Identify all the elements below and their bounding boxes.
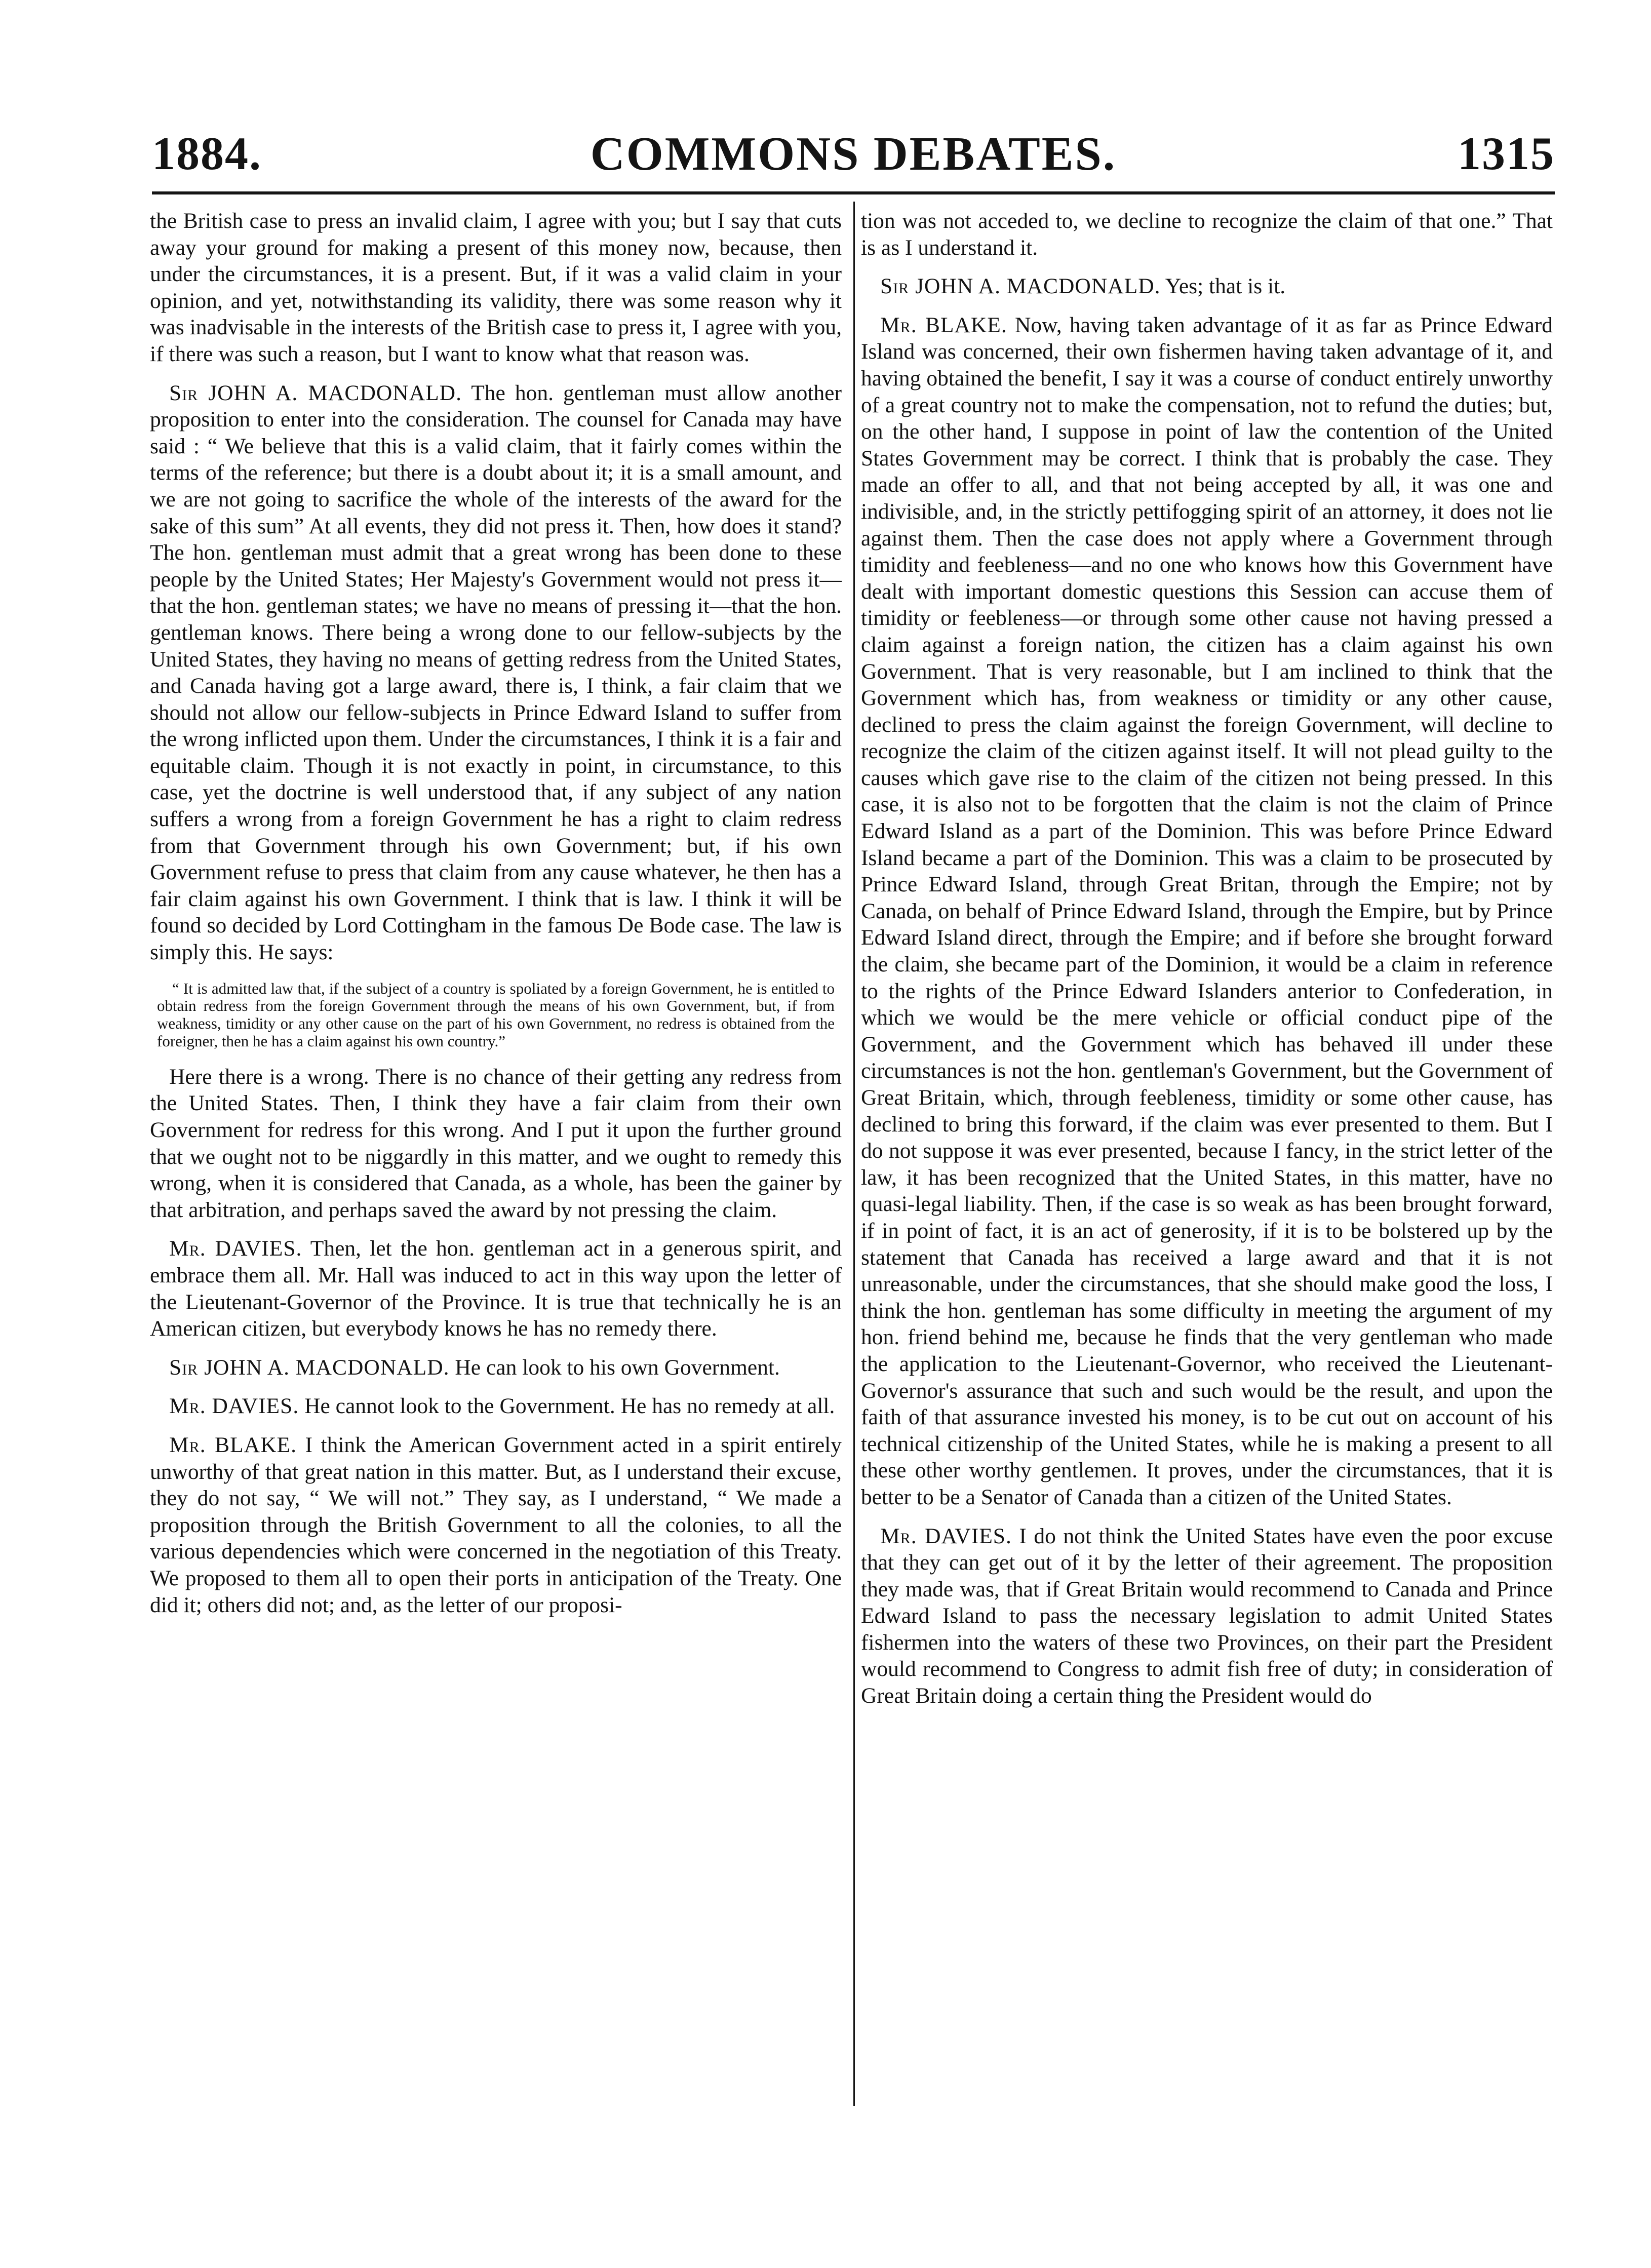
paragraph-text: I do not think the United States have even the poor excuse that they can get out of it by the letter of their agreement. The proposition they made was, that if Great Britain would recommend to Canada and Prince Edward Island to pass the necessary legislation to admit United States fishermen into the waters of these two Provinces, on their part the President would recommend to Congress to admit fish free of duty; in consideration of Great Britain doing a certain thing the President would do <box>861 1523 1553 1708</box>
paragraph <box>861 208 1553 261</box>
paragraph-text: Yes; that is it. <box>1165 274 1286 299</box>
paragraph <box>861 1523 1553 1709</box>
speaker-name: Sir JOHN A. MACDONALD. <box>169 1355 450 1380</box>
paragraph-text: Then, let the hon. gentleman act in a generous spirit, and embrace them all. Mr. Hall was induced to act in this way upon the letter of the Lieutenant-Governor of the Province. It is true that technically he is an American citizen, but everybody knows he has no remedy there. <box>150 1236 842 1341</box>
header-page-number: 1315 <box>1458 128 1555 179</box>
speaker-name: Sir JOHN A. MACDONALD. <box>880 274 1161 299</box>
speaker-name: Mr. DAVIES. <box>169 1394 299 1419</box>
paragraph-text: He can look to his own Government. <box>455 1355 780 1380</box>
header-title: COMMONS DEBATES. <box>590 128 1117 180</box>
speaker-name: Sir JOHN A. MACDONALD. <box>169 380 462 405</box>
paragraph-text: Here there is a wrong. There is no chance of their getting any redress from the United States. Then, I think they have a fair claim from their own Government for redress for this wrong. And I put it upon the further ground that we ought not to be niggardly in this matter, and we ought to remedy this wrong, when it is considered that Canada, as a whole, has been the gainer by that arbitration, and perhaps saved the award by not pressing the claim. <box>150 1064 842 1222</box>
paragraph <box>150 1432 842 1618</box>
paragraph-text: The hon. gentleman must allow another proposition to enter into the consideration. The counsel for Canada may have said : “ We believe that this is a valid claim, that it fairly comes within the terms of the reference; but there is a doubt about it; it is a small amount, and we are not going to sacrifice the whole of the interests of the award for the sake of this sum” At all events, they did not press it. Then, how does it stand? The hon. gentleman must admit that a great wrong has been done to these people by the United States; Her Majesty's Government would not press it—that the hon. gentleman states; we have no means of pressing it—that the hon. gentleman knows. There being a wrong done to our fellow-subjects by the United States, they having no means of getting redress from the United States, and Canada having got a large award, there is, I think, a fair claim that we should not allow our fellow-subjects in Prince Edward Island to suffer from the wrong inflicted upon them. Under the circumstances, I think it is a fair and equitable claim. Though it is not exactly in point, in circumstance, to this case, yet the doctrine is well understood that, if any subject of any nation suffers a wrong from a foreign Government he has a right to claim redress from that Government through his own Government; but, if his own Government refuse to press that claim from any cause whatever, he then has a fair claim against his own Government. I think that is law. I think it will be found so decided by Lord Cottingham in the famous De Bode case. The law is simply this. He says: <box>150 380 842 965</box>
paragraph-text: Now, having taken advantage of it as far as Prince Edward Island was concerned, their own fishermen having taken advantage of it, and having obtained the benefit, I say it was a course of conduct entirely unworthy of a great country not to make the compensation, not to refund the duties; but, on the other hand, I suppose in point of law the contention of the United States Government may be correct. I think that is probably the case. They made an offer to all, and that not being accepted by all, it was one and indivisible, and, in the strictly pettifogging spirit of an attorney, it does not lie against them. Then the case does not apply where a Government through timidity and feebleness—and no one who knows how this Government have dealt with important domestic questions this Session can accuse them of timidity or feebleness—or through some other cause not having pressed a claim against a foreign nation, the citizen has a claim against his own Government. That is very reasonable, but I am inclined to think that the Government which has, from weakness or timidity or any other cause, declined to press the claim against the foreign Government, will decline to recognize the claim of the citizen against itself. It will not plead guilty to the causes which gave rise to the claim of the citizen not being pressed. In this case, it is also not to be forgotten that the claim is not the claim of Prince Edward Island as a part of the Dominion. This was before Prince Edward Island became a part of the Dominion. This was a claim to be prosecuted by Prince Edward Island, through Great Britan, through the Empire; not by Canada, on behalf of Prince Edward Island, through the Empire, but by Prince Edward Island direct, through the Empire; and if before she brought forward the claim, she became part of the Dominion, it would be a claim in reference to the rights of the Prince Edward Islanders anterior to Confederation, in which we would be the mere vehicle or official conduct pipe of the Government, and the Government which has behaved ill under these circumstances is not the hon. gentleman's Government, but the Government of Great Britain, which, through feebleness, timidity or some other cause, has declined to bring this forward, if the claim was ever presented to them. But I do not suppose it was ever presented, because I fancy, in the strict letter of the law, it has been recognized that the United States, in this matter, have no quasi-legal liability. Then, if the case is so weak as has been brought forward, if in point of fact, it is an act of generosity, if it is to be bolstered up by the statement that Canada has received a large award and that it is not unreasonable, under the circumstances, that she should make good the loss, I think the hon. gentleman has some difficulty in meeting the argument of my hon. friend behind me, because he finds that the very gentleman who made the application to the Lieutenant-Governor, who received the Lieutenant-Governor's assurance that such and such would be the result, and upon the faith of that assurance invested his money, is to be cut out on account of his technical citizenship of the United States, while he is making a present to all these other worthy gentlemen. It proves, under the circumstances, that it is better to be a Senator of Canada than a citizen of the United States. <box>861 312 1553 1509</box>
paragraph-text: “ It is admitted law that, if the subject of a country is spoliated by a foreign Government, he is entitled to obtain redress from the foreign Government through the means of his own Government, but, if from weakness, timidity or any other cause on the part of his own Government, no redress is obtained from the foreigner, then he has a claim against his own country.” <box>157 979 835 1050</box>
speaker-name: Mr. DAVIES. <box>880 1523 1012 1548</box>
paragraph <box>150 208 842 368</box>
header-rule <box>152 191 1555 194</box>
paragraph-text: tion was not acceded to, we decline to recognize the claim of that one.” That is as I understand it. <box>861 209 1553 260</box>
paragraph-text: He cannot look to the Government. He has no remedy at all. <box>304 1394 835 1419</box>
paragraph <box>150 1235 842 1342</box>
paragraph <box>150 1064 842 1224</box>
paragraph <box>150 380 842 966</box>
paragraph-text: I think the American Government acted in a spirit entirely unworthy of that great nation in this matter. But, as I understand their excuse, they do not say, “ We will not.” They say, as I understand, “ We made a proposition through the British Government to all the colonies, to all the various dependencies which were concerned in the negotiation of this Treaty. We proposed to them all to open their ports in anticipation of the Treaty. One did it; others did not; and, as the letter of our proposi- <box>150 1432 842 1617</box>
left-column <box>150 208 842 2132</box>
quoted-passage <box>157 980 835 1050</box>
speaker-name: Mr. DAVIES. <box>169 1236 302 1261</box>
header-year: 1884. <box>152 128 262 179</box>
paragraph <box>861 273 1553 300</box>
page-header <box>152 127 1555 182</box>
paragraph <box>150 1393 842 1420</box>
column-divider <box>853 202 855 2106</box>
paragraph <box>861 312 1553 1511</box>
right-column <box>861 208 1553 2132</box>
paragraph-text: the British case to press an invalid claim, I agree with you; but I say that cuts away your ground for making a present of this money now, because, then under the circumstances, it is a present. But, if it was a valid claim in your opinion, and yet, notwithstanding its validity, there was some reason why it was inadvisable in the interests of the British case to press it, I agree with you, if there was such a reason, but I want to know what that reason was. <box>150 209 842 366</box>
speaker-name: Mr. BLAKE. <box>880 312 1007 337</box>
speaker-name: Mr. BLAKE. <box>169 1432 297 1457</box>
paragraph <box>150 1354 842 1381</box>
